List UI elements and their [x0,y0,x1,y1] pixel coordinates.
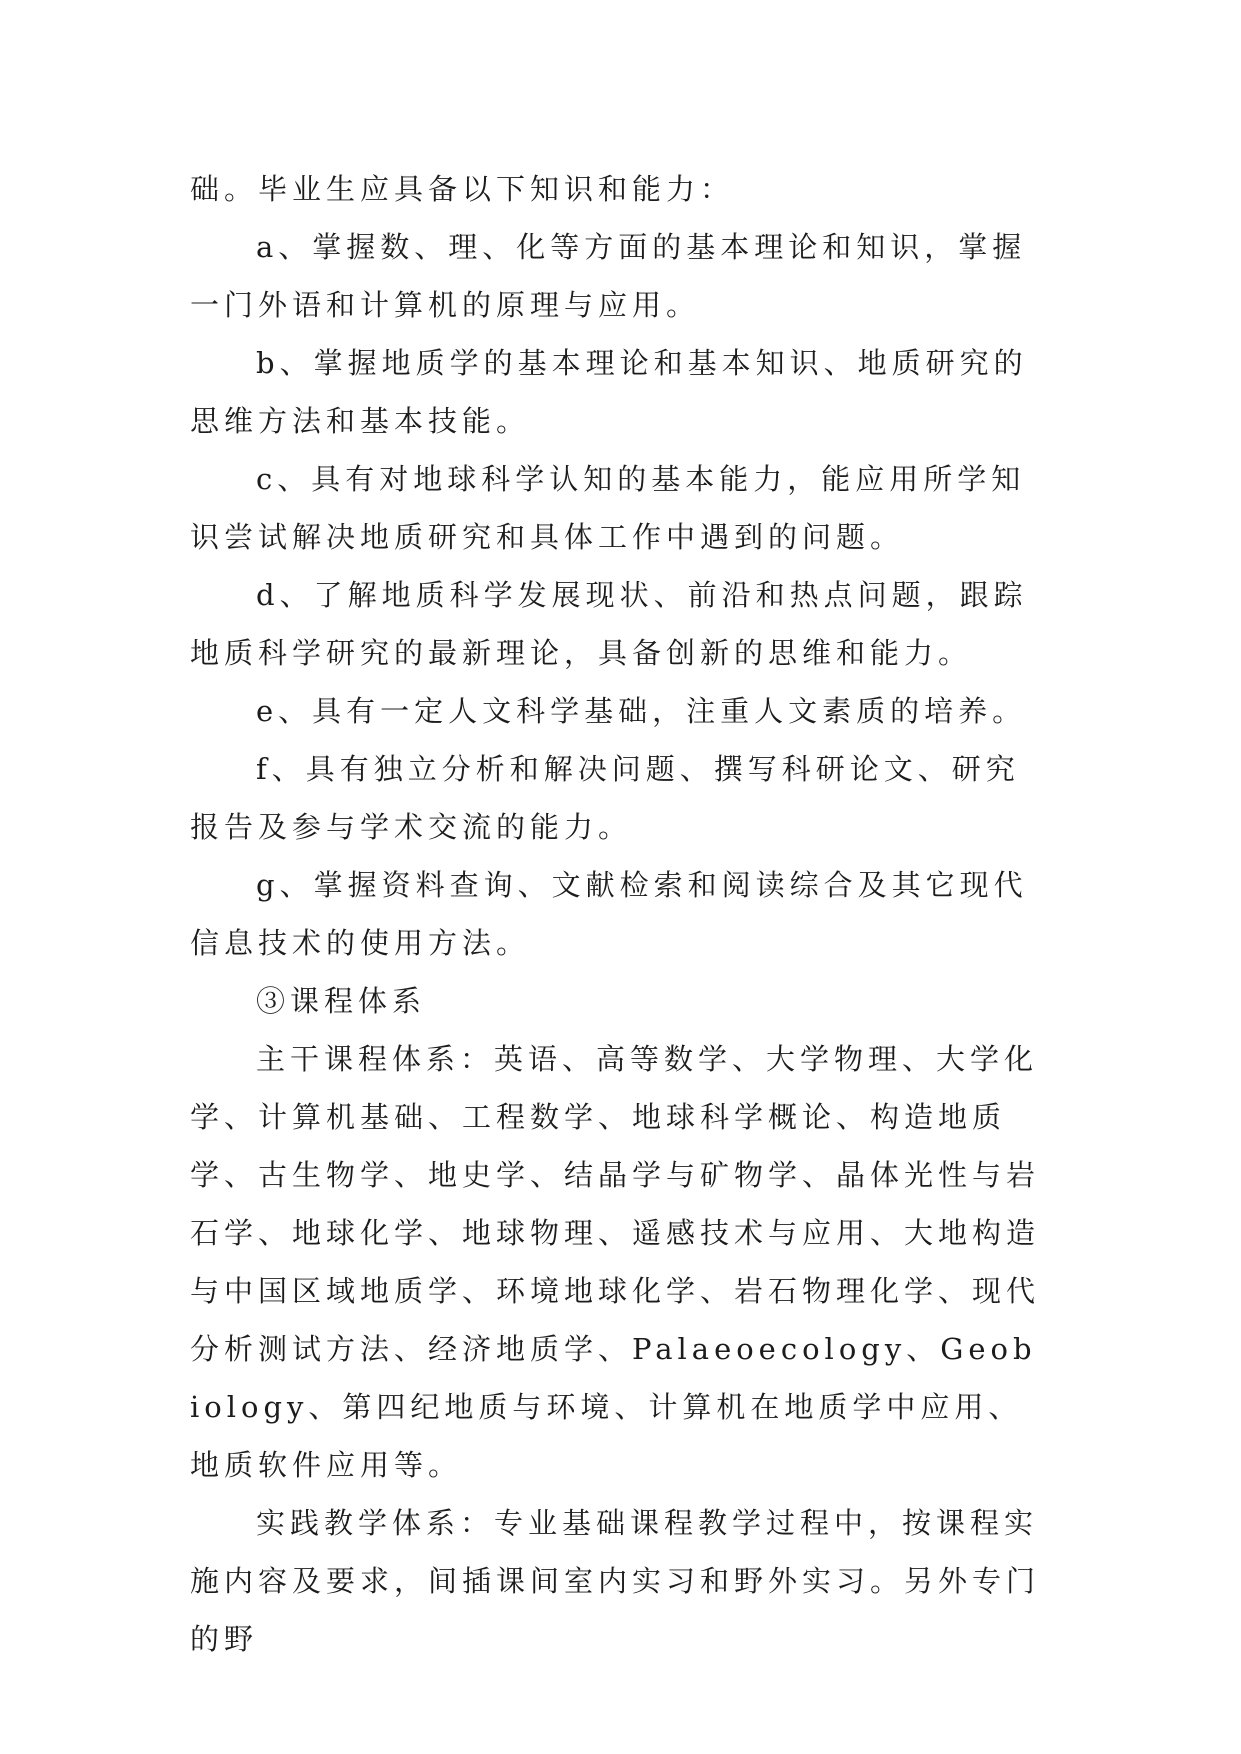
paragraph-item-a: a、掌握数、理、化等方面的基本理论和知识，掌握一门外语和计算机的原理与应用。 [190,230,1027,322]
paragraph-item-b: b、掌握地质学的基本理论和基本知识、地质研究的思维方法和基本技能。 [190,346,1028,438]
paragraph-item-c: c、具有对地球科学认知的基本能力，能应用所学知识尝试解决地质研究和具体工作中遇到的问题。 [190,462,1026,554]
paragraph-item-d: d、了解地质科学发展现状、前沿和热点问题，跟踪地质科学研究的最新理论，具备创新的思维和能力。 [190,578,1028,670]
paragraph-item-g: g、掌握资料查询、文献检索和阅读综合及其它现代信息技术的使用方法。 [190,868,1028,960]
paragraph-item-e: e、具有一定人文科学基础，注重人文素质的培养。 [256,694,1027,728]
document-page [190,160,1050,1656]
paragraph-core-courses: 主干课程体系：英语、高等数学、大学物理、大学化学、计算机基础、工程数学、地球科学概论、构造地质学、古生物学、地史学、结晶学与矿物学、晶体光性与岩石学、地球化学、地球物理、遥感技术与应用、大地构造与中国区域地质学、环境地球化学、岩石物理化学、现代分析测试方法、经济地质学、Palaeoecology、Geobiology、第四纪地质与环境、计算机在地质学中应用、地质软件应用等。 [190,1042,1041,1482]
section-heading-curriculum: ③课程体系 [256,984,427,1018]
paragraph-practice-teaching: 实践教学体系：专业基础课程教学过程中，按课程实施内容及要求，间插课间室内实习和野外实习。另外专门的野 [190,1506,1041,1656]
paragraph-item-f: f、具有独立分析和解决问题、撰写科研论文、研究报告及参与学术交流的能力。 [190,752,1020,844]
paragraph-intro: 础。毕业生应具备以下知识和能力： [190,172,735,206]
